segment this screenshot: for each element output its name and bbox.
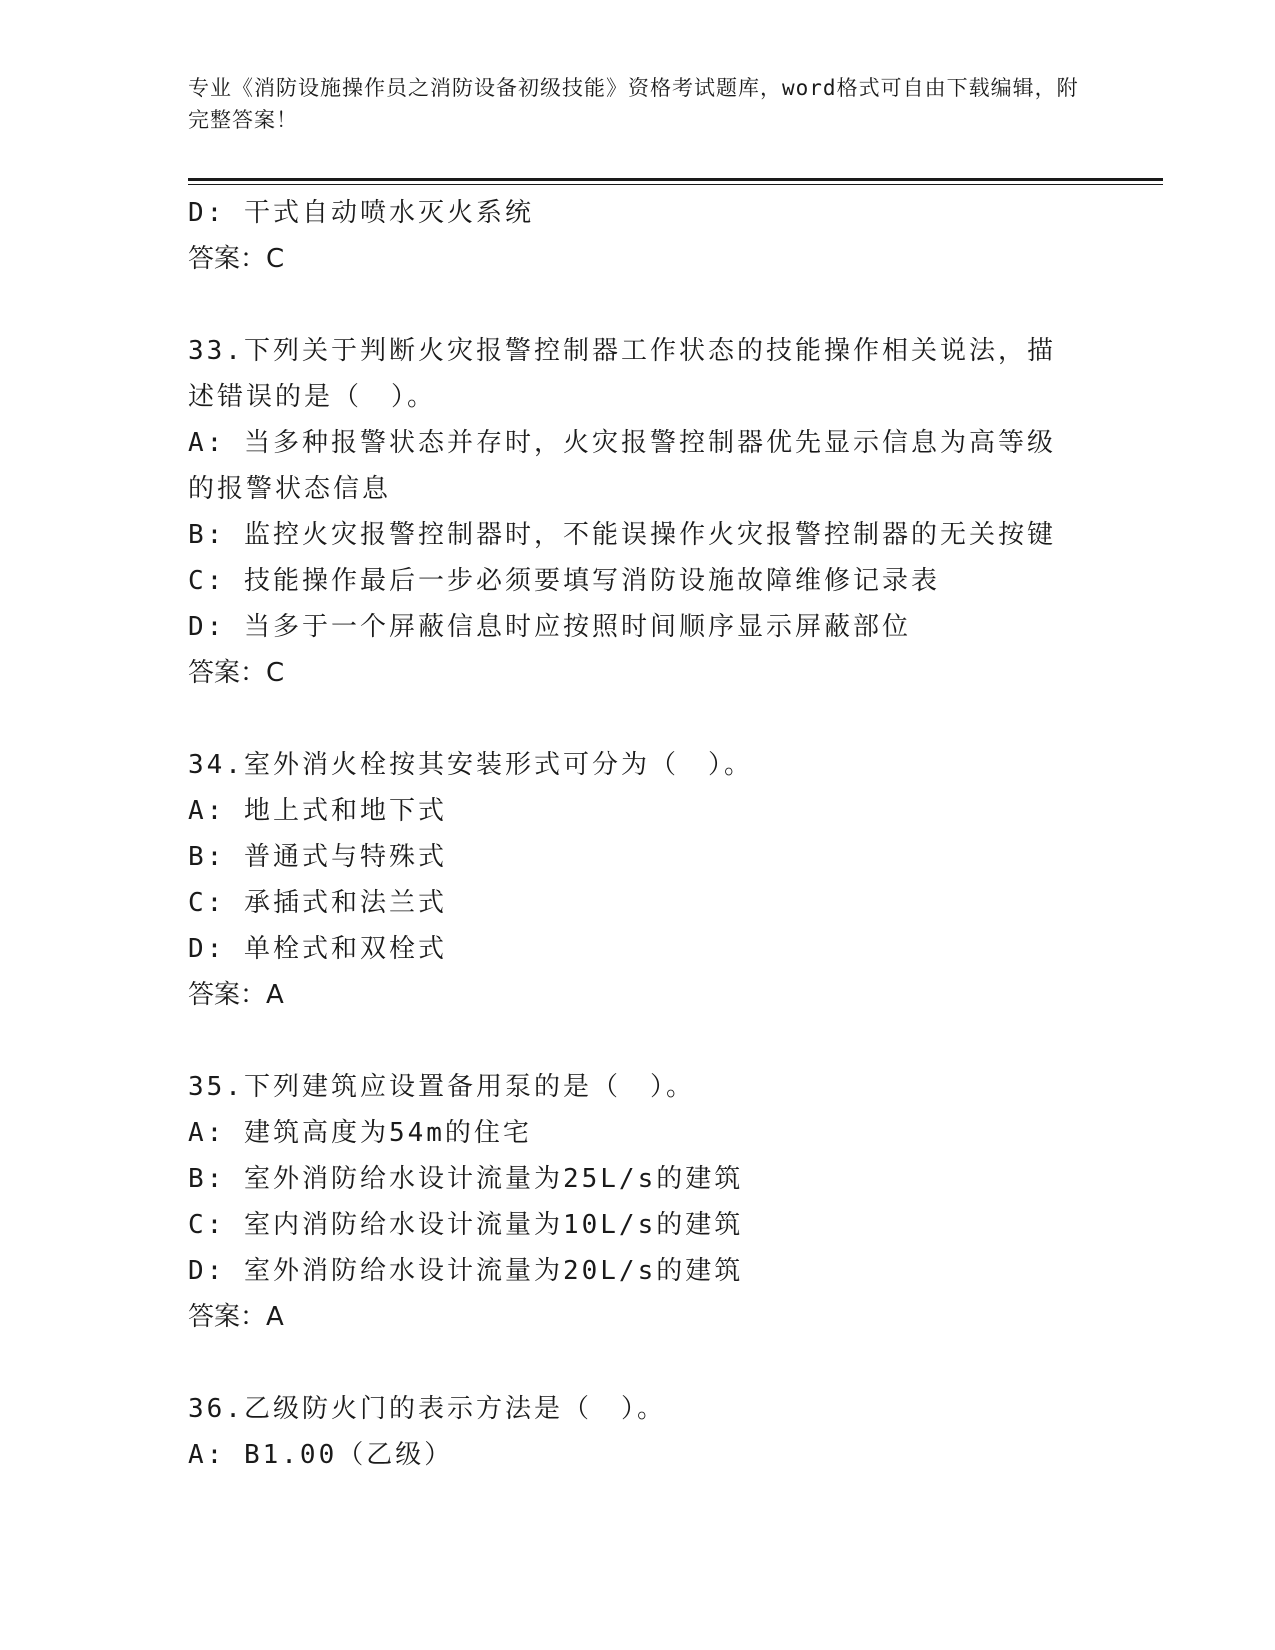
- option-b: B: 监控火灾报警控制器时，不能误操作火灾报警控制器的无关按键: [188, 520, 1056, 550]
- question-36: [188, 1386, 1088, 1478]
- question-stem: 36.乙级防火门的表示方法是（ ）。: [188, 1394, 666, 1424]
- answer: 答案：A: [188, 980, 284, 1010]
- question-33: [188, 328, 1088, 696]
- question-stem: 33.下列关于判断火灾报警控制器工作状态的技能操作相关说法，描述错误的是（ ）。: [188, 336, 1056, 412]
- option-d: D: 室外消防给水设计流量为20L/s的建筑: [188, 1256, 744, 1286]
- option-c: C: 室内消防给水设计流量为10L/s的建筑: [188, 1210, 744, 1240]
- option-c: C: 技能操作最后一步必须要填写消防设施故障维修记录表: [188, 566, 940, 596]
- prev-question-option-d: D: 干式自动喷水灭火系统: [188, 198, 534, 228]
- document-header: 专业《消防设施操作员之消防设备初级技能》资格考试题库，word格式可自由下载编辑，附完整答案！: [188, 76, 1079, 132]
- option-d: D: 单栓式和双栓式: [188, 934, 447, 964]
- document-body: [188, 190, 1088, 1478]
- option-c: C: 承插式和法兰式: [188, 888, 447, 918]
- answer: 答案：A: [188, 1302, 284, 1332]
- prev-question-answer: 答案：C: [188, 244, 285, 274]
- answer: 答案：C: [188, 658, 285, 688]
- question-34: [188, 742, 1088, 1018]
- header-rule-thin: [188, 184, 1163, 185]
- option-d: D: 当多于一个屏蔽信息时应按照时间顺序显示屏蔽部位: [188, 612, 911, 642]
- option-a: A: B1.00（乙级）: [188, 1440, 454, 1470]
- option-a: A: 地上式和地下式: [188, 796, 447, 826]
- header-rule-thick: [188, 178, 1163, 181]
- question-stem: 35.下列建筑应设置备用泵的是（ ）。: [188, 1072, 695, 1102]
- option-a: A: 当多种报警状态并存时，火灾报警控制器优先显示信息为高等级的报警状态信息: [188, 428, 1056, 504]
- question-stem: 34.室外消火栓按其安装形式可分为（ ）。: [188, 750, 753, 780]
- question-35: [188, 1064, 1088, 1340]
- option-b: B: 普通式与特殊式: [188, 842, 447, 872]
- option-b: B: 室外消防给水设计流量为25L/s的建筑: [188, 1164, 744, 1194]
- option-a: A: 建筑高度为54m的住宅: [188, 1118, 532, 1148]
